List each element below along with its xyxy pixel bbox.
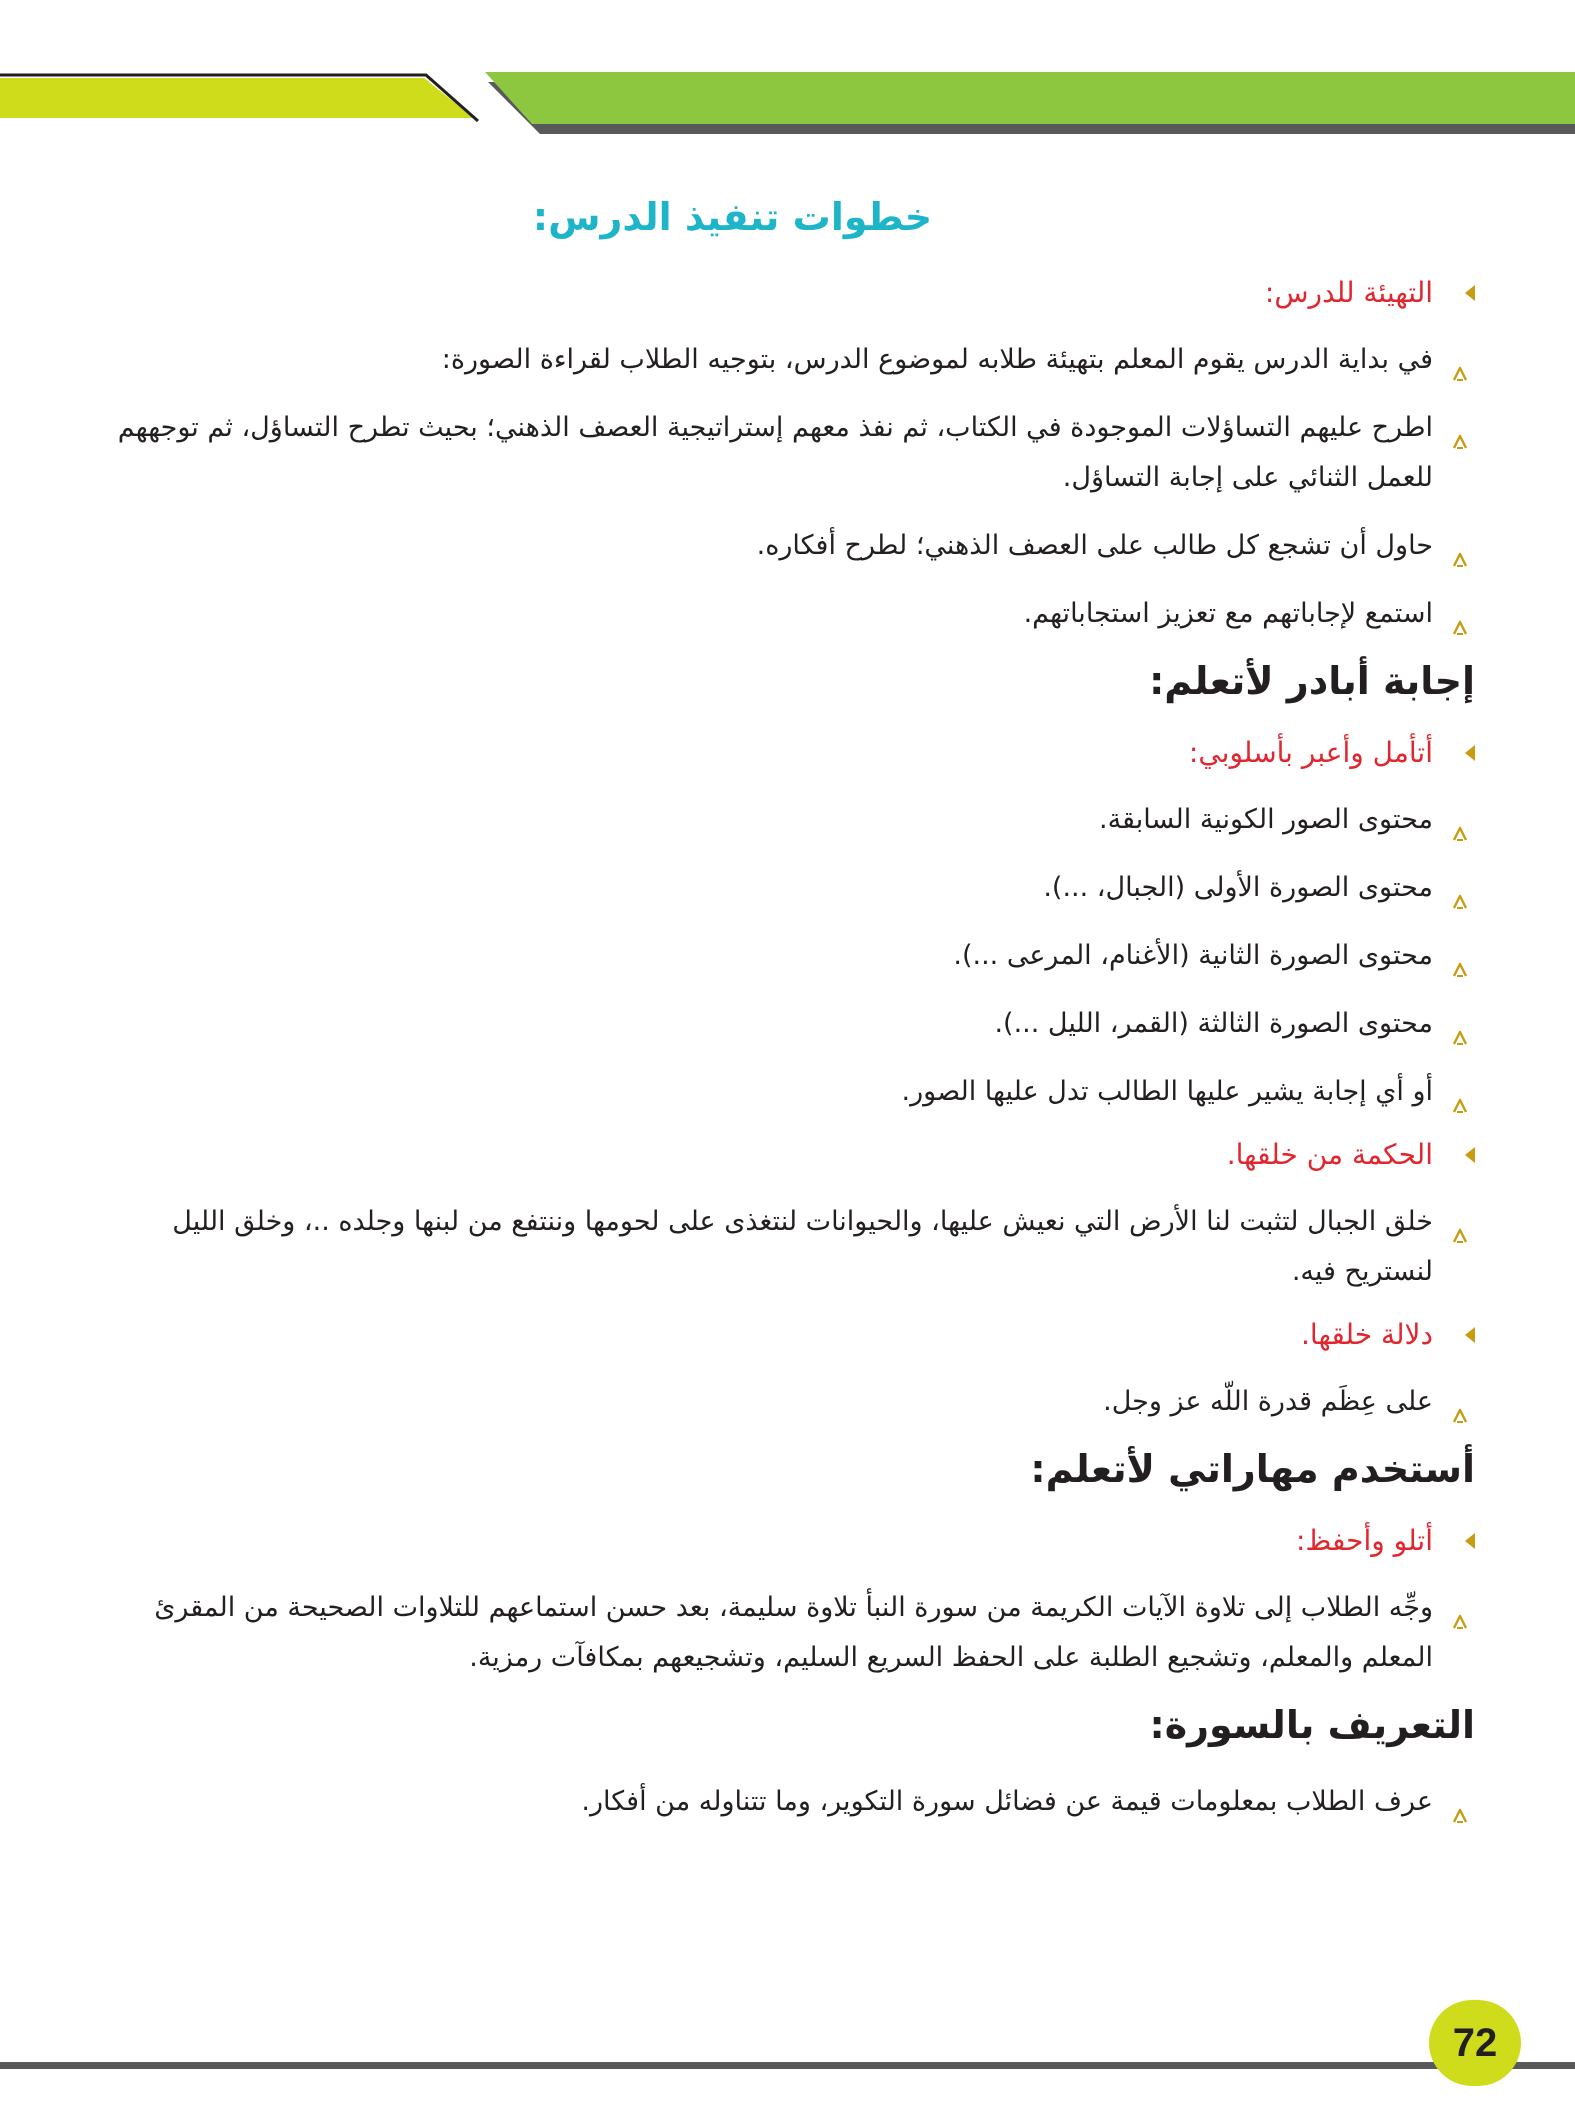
subheading <box>110 1135 1475 1175</box>
section-heading: أستخدم مهاراتي لأتعلم: <box>1030 1447 1475 1491</box>
caret-bullet-icon <box>1451 604 1469 622</box>
list-item <box>110 999 1475 1049</box>
subheading-text: أتلو وأحفظ: <box>1296 1524 1433 1557</box>
list-item-text: اطرح عليهم التساؤلات الموجودة في الكتاب، ثم نفذ معهم إستراتيجية العصف الذهني؛ بحيث تطرح التساؤل، ثم توجههم للعمل الثنائي على إجابة التساؤل. <box>117 412 1433 493</box>
triangle-bullet-icon <box>1465 745 1475 761</box>
subheading <box>110 1521 1475 1561</box>
list-item <box>110 335 1475 385</box>
page-content <box>110 195 1475 1845</box>
list-item <box>110 589 1475 639</box>
sections-container <box>110 273 1475 1827</box>
list-item-text: خلق الجبال لتثبت لنا الأرض التي نعيش عليها، والحيوانات لنتغذى على لحومها وننتفع من لبنها وجلده ..، وخلق الليل لنستريح فيه. <box>172 1206 1433 1287</box>
list-item-text: استمع لإجاباتهم مع تعزيز استجاباتهم. <box>1023 598 1433 629</box>
list-item-text: حاول أن تشجع كل طالب على العصف الذهني؛ لطرح أفكاره. <box>756 530 1433 561</box>
triangle-bullet-icon <box>1465 285 1475 301</box>
subheading-text: التهيئة للدرس: <box>1264 276 1433 309</box>
caret-bullet-icon <box>1451 1598 1469 1616</box>
caret-bullet-icon <box>1451 350 1469 368</box>
list-item-text: وجِّه الطلاب إلى تلاوة الآيات الكريمة من سورة النبأ تلاوة سليمة، بعد حسن استماعهم للتلاوات الصحيحة من المقرئ المعلم والمعلم، وتشجيع الطلبة على الحفظ السريع السليم، وتشجيعهم بمكافآت رمزية. <box>154 1592 1433 1673</box>
footer-divider <box>0 2062 1575 2069</box>
caret-bullet-icon <box>1451 418 1469 436</box>
triangle-bullet-icon <box>1465 1147 1475 1163</box>
caret-bullet-icon <box>1451 946 1469 964</box>
caret-bullet-icon <box>1451 536 1469 554</box>
list-item <box>110 931 1475 981</box>
list-item <box>110 1377 1475 1427</box>
subheading <box>110 1315 1475 1355</box>
list-item <box>110 795 1475 845</box>
list-item <box>110 863 1475 913</box>
caret-bullet-icon <box>1451 878 1469 896</box>
list-item <box>110 1583 1475 1683</box>
list-item-text: في بداية الدرس يقوم المعلم بتهيئة طلابه لموضوع الدرس، بتوجيه الطلاب لقراءة الصورة: <box>441 344 1433 375</box>
list-item-text: محتوى الصورة الثالثة (القمر، الليل ...). <box>994 1008 1433 1039</box>
list-item-text: على عِظَم قدرة اللّه عز وجل. <box>1103 1386 1433 1417</box>
caret-bullet-icon <box>1451 1014 1469 1032</box>
top-banner <box>0 0 1575 150</box>
subheading-text: الحكمة من خلقها. <box>1226 1138 1433 1171</box>
lesson-title: خطوات تنفيذ الدرس: <box>532 195 933 239</box>
banner-yellow-bar <box>0 78 474 118</box>
list-item-text: محتوى الصور الكونية السابقة. <box>1099 804 1433 835</box>
list-item <box>110 521 1475 571</box>
section <box>110 1447 1475 1683</box>
list-item <box>110 1777 1475 1827</box>
caret-bullet-icon <box>1451 1792 1469 1810</box>
caret-bullet-icon <box>1451 1392 1469 1410</box>
subheading <box>110 733 1475 773</box>
caret-bullet-icon <box>1451 1082 1469 1100</box>
section <box>110 659 1475 1427</box>
page-number-badge: 72 <box>1429 2000 1521 2086</box>
subheading-text: دلالة خلقها. <box>1301 1318 1433 1351</box>
triangle-bullet-icon <box>1465 1327 1475 1343</box>
list-item <box>110 403 1475 503</box>
section <box>110 273 1475 639</box>
caret-bullet-icon <box>1451 1212 1469 1230</box>
section <box>110 1703 1475 1827</box>
banner-green-bar <box>485 72 1575 124</box>
section-heading: التعريف بالسورة: <box>1149 1703 1475 1747</box>
list-item-text: عرف الطلاب بمعلومات قيمة عن فضائل سورة التكوير، وما تتناوله من أفكار. <box>581 1786 1433 1817</box>
list-item-text: محتوى الصورة الثانية (الأغنام، المرعى ...). <box>953 940 1433 971</box>
subheading-text: أتأمل وأعبر بأسلوبي: <box>1188 736 1433 769</box>
caret-bullet-icon <box>1451 810 1469 828</box>
list-item <box>110 1197 1475 1297</box>
list-item-text: محتوى الصورة الأولى (الجبال، ...). <box>1043 872 1433 903</box>
triangle-bullet-icon <box>1465 1533 1475 1549</box>
list-item <box>110 1067 1475 1117</box>
subheading <box>110 273 1475 313</box>
section-heading: إجابة أبادر لأتعلم: <box>1149 659 1475 703</box>
list-item-text: أو أي إجابة يشير عليها الطالب تدل عليها الصور. <box>901 1076 1433 1107</box>
